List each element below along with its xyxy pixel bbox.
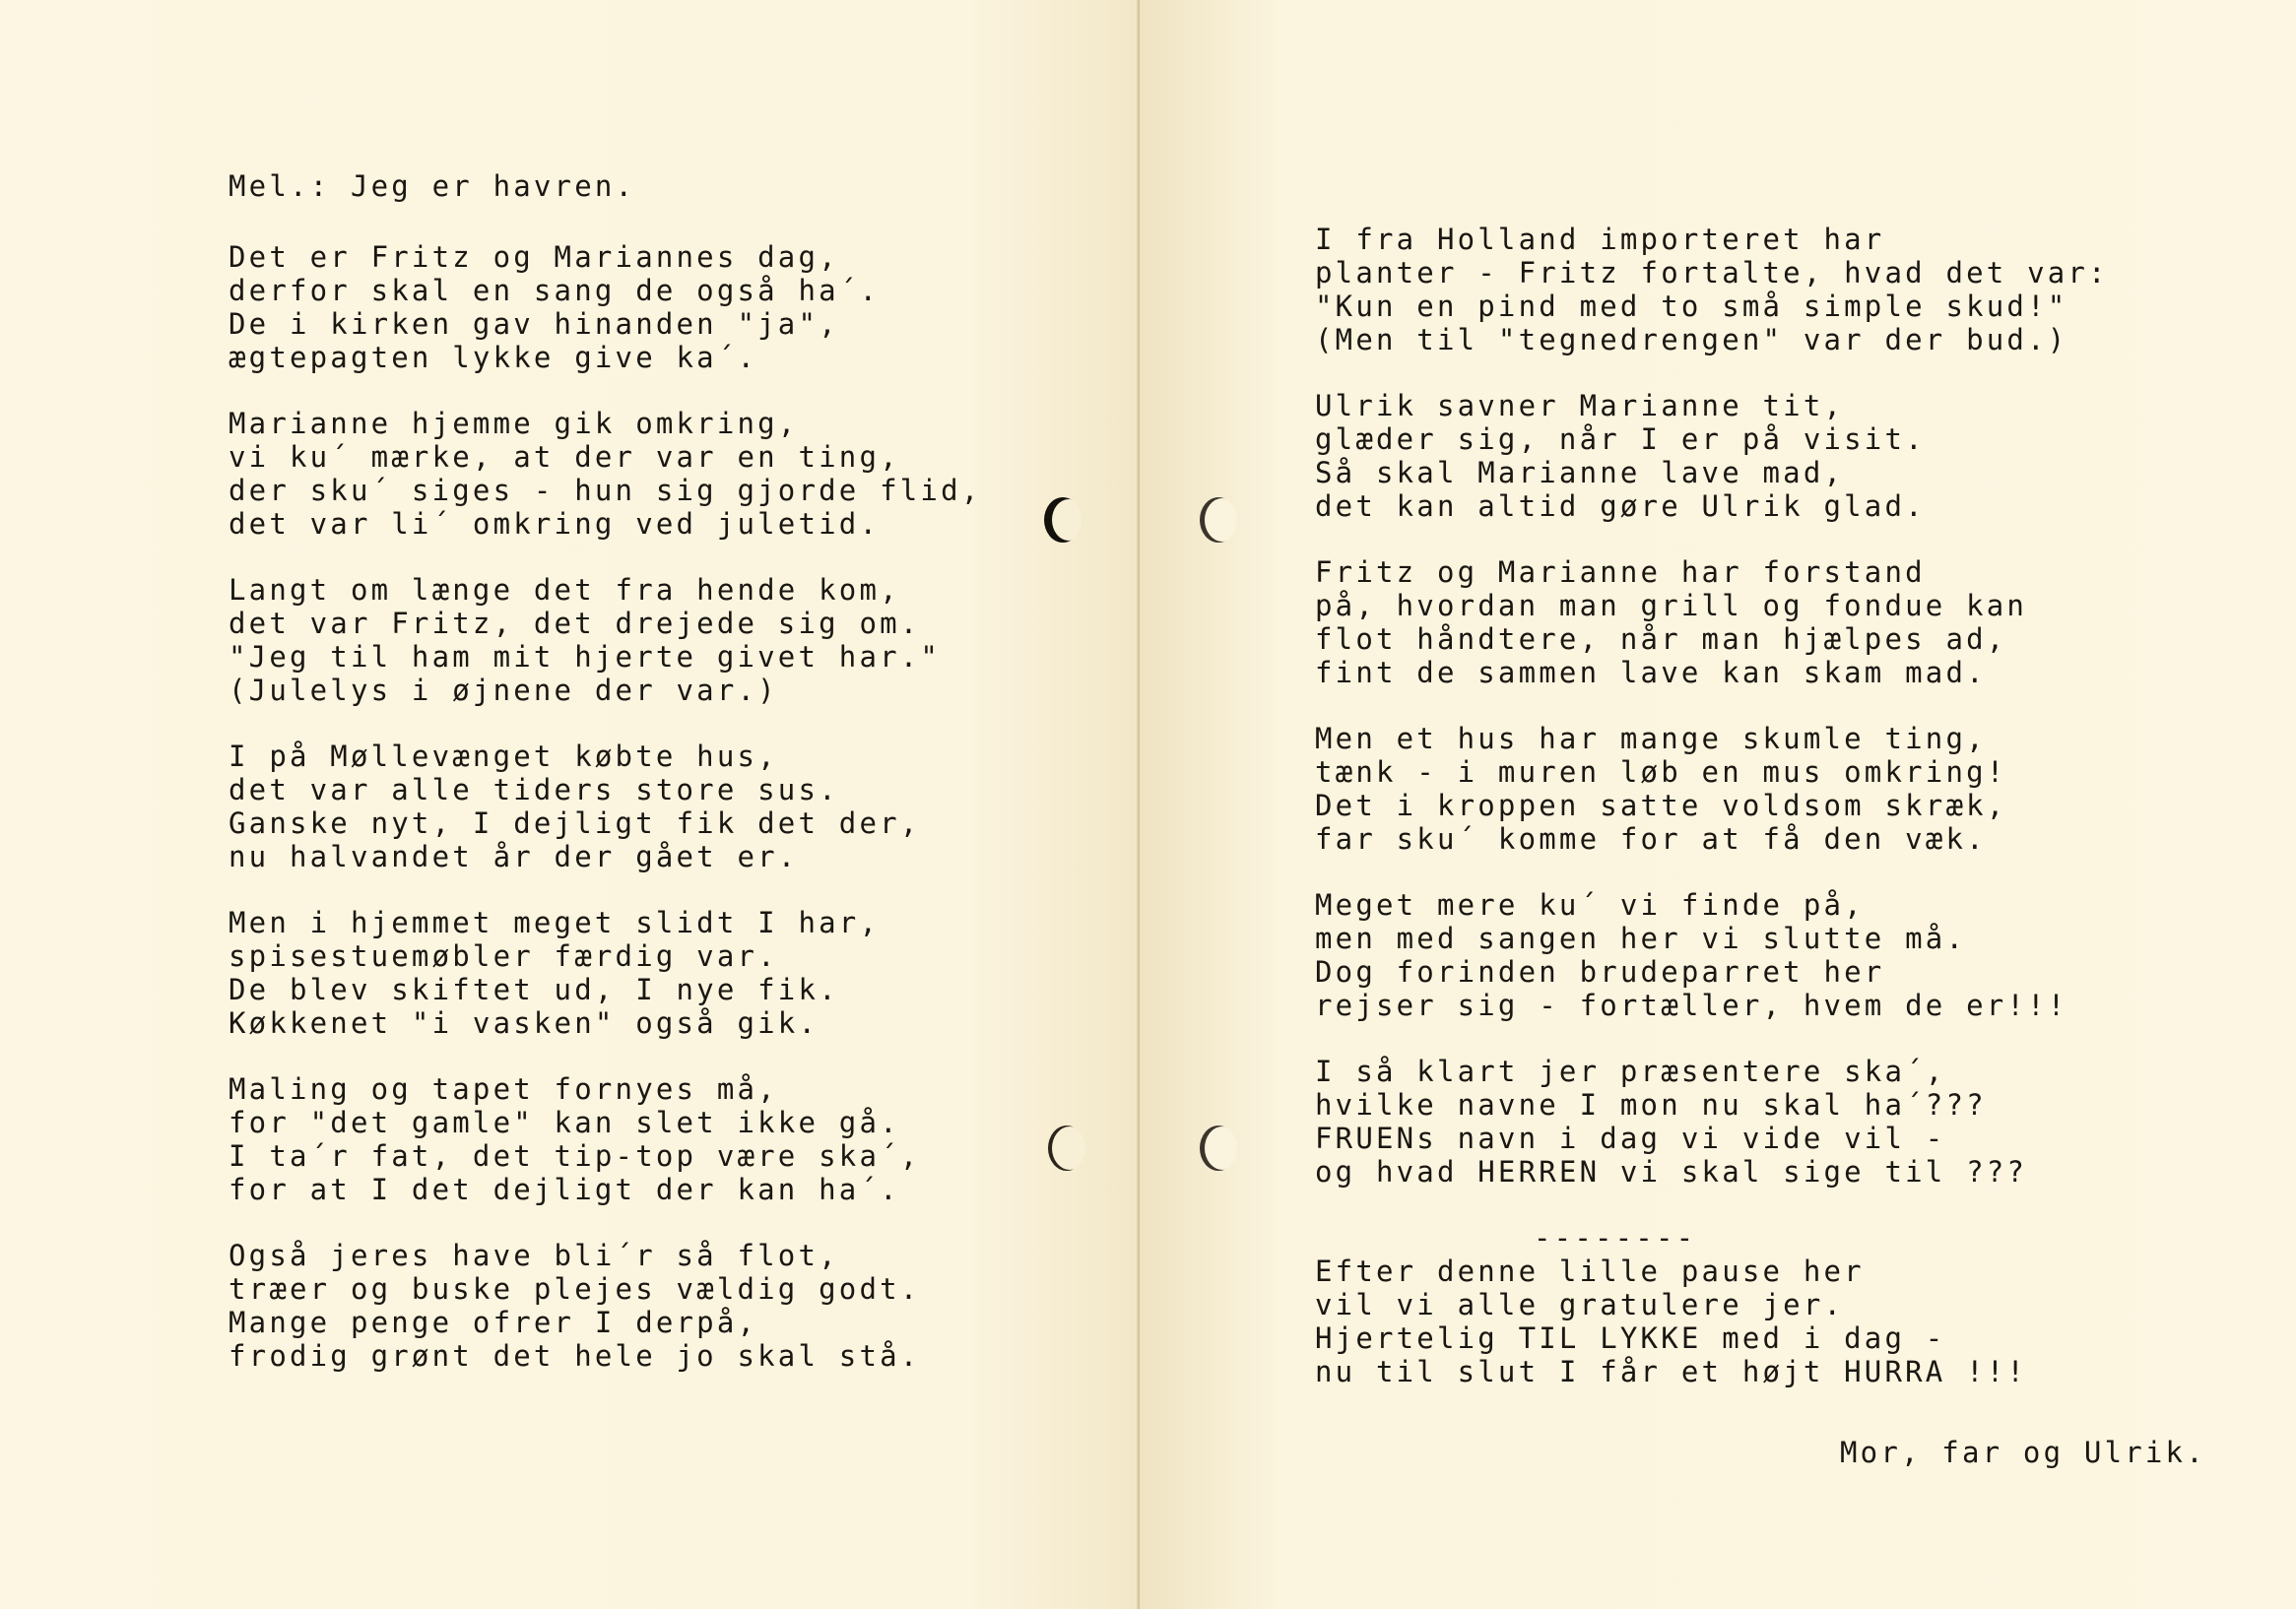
verse-line: det var alle tiders store sus. bbox=[229, 773, 839, 806]
verse-line: I så klart jer præsentere ska´, bbox=[1315, 1055, 1946, 1088]
verse-line: FRUENs navn i dag vi vide vil - bbox=[1315, 1122, 1946, 1155]
verse-line: nu til slut I får et højt HURRA !!! bbox=[1315, 1355, 2028, 1388]
verse-line: Køkkenet "i vasken" også gik. bbox=[229, 1006, 820, 1040]
verse-line: (Men til "tegnedrengen" var der bud.) bbox=[1315, 323, 2068, 356]
punch-hole bbox=[1200, 497, 1237, 543]
verse-line: I fra Holland importeret har bbox=[1315, 223, 1885, 256]
punch-hole bbox=[1048, 1126, 1085, 1171]
verse-line: vi ku´ mærke, at der var en ting, bbox=[229, 440, 900, 474]
verse-line: derfor skal en sang de også ha´. bbox=[229, 274, 881, 307]
verse-line: Hjertelig TIL LYKKE med i dag - bbox=[1315, 1321, 1946, 1355]
stanza bbox=[1315, 722, 2201, 856]
left-song-text bbox=[229, 169, 1115, 1405]
stanza bbox=[229, 906, 1115, 1040]
verse-line: Det er Fritz og Mariannes dag, bbox=[229, 240, 839, 274]
verse-line: Ulrik savner Marianne tit, bbox=[1315, 389, 1845, 422]
verse-line: De blev skiftet ud, I nye fik. bbox=[229, 973, 839, 1006]
signature: Mor, far og Ulrik. bbox=[1840, 1436, 2206, 1469]
verse-line: (Julelys i øjnene der var.) bbox=[229, 674, 778, 707]
divider: -------- bbox=[1534, 1221, 1697, 1255]
stanza bbox=[229, 407, 1115, 541]
verse-line: Maling og tapet fornyes må, bbox=[229, 1072, 778, 1106]
stanza bbox=[1315, 888, 2201, 1022]
verse-line: men med sangen her vi slutte må. bbox=[1315, 922, 1967, 955]
verse-line: frodig grønt det hele jo skal stå. bbox=[229, 1339, 921, 1373]
punch-hole bbox=[1044, 497, 1082, 543]
verse-line: der sku´ siges - hun sig gjorde flid, bbox=[229, 474, 982, 507]
verse-line: Efter denne lille pause her bbox=[1315, 1255, 1865, 1288]
verse-line: fint de sammen lave kan skam mad. bbox=[1315, 656, 1987, 689]
verse-line: for "det gamle" kan slet ikke gå. bbox=[229, 1106, 900, 1139]
verse-line: Også jeres have bli´r så flot, bbox=[229, 1239, 839, 1272]
verse-line: Mel.: Jeg er havren. bbox=[229, 169, 636, 203]
verse-line: det var Fritz, det drejede sig om. bbox=[229, 607, 921, 640]
stanza bbox=[1315, 555, 2201, 689]
verse-line: Ganske nyt, I dejligt fik det der, bbox=[229, 806, 921, 840]
stanza bbox=[1315, 223, 2201, 356]
verse-line: flot håndtere, når man hjælpes ad, bbox=[1315, 622, 2007, 656]
verse-line: I på Møllevænget købte hus, bbox=[229, 740, 778, 773]
stanza bbox=[1315, 1255, 2201, 1388]
verse-line: Men i hjemmet meget slidt I har, bbox=[229, 906, 881, 939]
verse-line: De i kirken gav hinanden "ja", bbox=[229, 307, 839, 341]
verse-line: far sku´ komme for at få den væk. bbox=[1315, 822, 1987, 856]
left-page bbox=[0, 0, 1140, 1609]
verse-line: rejser sig - fortæller, hvem de er!!! bbox=[1315, 989, 2068, 1022]
verse-line: vil vi alle gratulere jer. bbox=[1315, 1288, 1845, 1321]
verse-line: nu halvandet år der gået er. bbox=[229, 840, 799, 873]
verse-line: hvilke navne I mon nu skal ha´??? bbox=[1315, 1088, 1987, 1122]
stanza bbox=[229, 240, 1115, 374]
verse-line: træer og buske plejes vældig godt. bbox=[229, 1272, 921, 1306]
verse-line: og hvad HERREN vi skal sige til ??? bbox=[1315, 1155, 2028, 1189]
verse-line: Så skal Marianne lave mad, bbox=[1315, 456, 1845, 489]
verse-line: I ta´r fat, det tip-top være ska´, bbox=[229, 1139, 921, 1173]
stanza bbox=[229, 740, 1115, 873]
verse-line: planter - Fritz fortalte, hvad det var: bbox=[1315, 256, 2109, 290]
stanza bbox=[1315, 389, 2201, 523]
verse-line: "Kun en pind med to små simple skud!" bbox=[1315, 290, 2068, 323]
verse-line: tænk - i muren løb en mus omkring! bbox=[1315, 755, 2007, 789]
stanza bbox=[229, 1239, 1115, 1373]
verse-line: glæder sig, når I er på visit. bbox=[1315, 422, 1926, 456]
verse-line: Fritz og Marianne har forstand bbox=[1315, 555, 1926, 589]
stanza bbox=[229, 1072, 1115, 1206]
verse-line: Det i kroppen satte voldsom skræk, bbox=[1315, 789, 2007, 822]
verse-line: for at I det dejligt der kan ha´. bbox=[229, 1173, 900, 1206]
verse-line: det var li´ omkring ved juletid. bbox=[229, 507, 881, 541]
punch-hole bbox=[1200, 1126, 1237, 1171]
verse-line: Men et hus har mange skumle ting, bbox=[1315, 722, 1987, 755]
verse-line: Mange penge ofrer I derpå, bbox=[229, 1306, 758, 1339]
verse-line: "Jeg til ham mit hjerte givet har." bbox=[229, 640, 942, 674]
stanza bbox=[1315, 1055, 2201, 1189]
verse-line: Dog forinden brudeparret her bbox=[1315, 955, 1885, 989]
verse-line: Langt om længe det fra hende kom, bbox=[229, 573, 900, 607]
stanza bbox=[229, 573, 1115, 707]
verse-line: det kan altid gøre Ulrik glad. bbox=[1315, 489, 1926, 523]
verse-line: spisestuemøbler færdig var. bbox=[229, 939, 778, 973]
verse-line: ægtepagten lykke give ka´. bbox=[229, 341, 758, 374]
verse-line: på, hvordan man grill og fondue kan bbox=[1315, 589, 2028, 622]
verse-line: Marianne hjemme gik omkring, bbox=[229, 407, 799, 440]
verse-line: Meget mere ku´ vi finde på, bbox=[1315, 888, 1865, 922]
right-song-text bbox=[1315, 223, 2201, 1421]
stanza bbox=[229, 169, 1115, 203]
